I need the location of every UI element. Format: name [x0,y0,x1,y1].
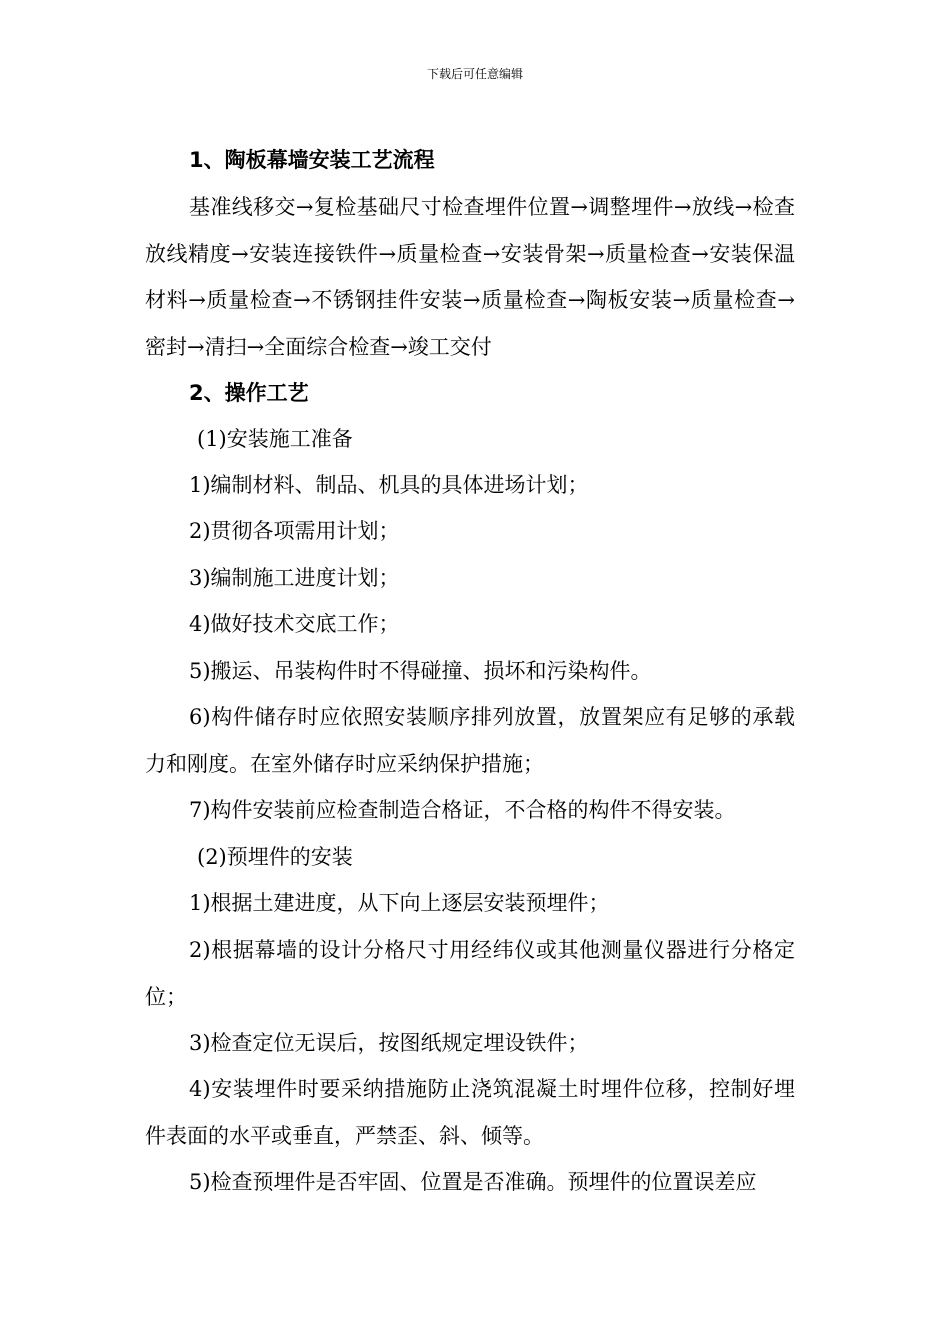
page-header: 下载后可任意编辑 [426,67,523,81]
section2-title: 2、操作工艺 [189,381,309,405]
embed-item-3: 3)检查定位无误后，按图纸规定埋设铁件； [189,1031,589,1055]
prep-item-5: 5)搬运、吊装构件时不得碰撞、损坏和污染构件。 [189,659,652,683]
subsection1-title: (1)安装施工准备 [197,427,353,451]
prep-item-1: 1)编制材料、制品、机具的具体进场计划； [189,473,589,497]
embed-item-1: 1)根据土建进度，从下向上逐层安装预埋件； [189,891,610,915]
subsection2-title: (2)预埋件的安装 [197,845,353,869]
prep-item-3: 3)编制施工进度计划； [189,566,400,590]
prep-item-6: 6)构件储存时应依照安装顺序排列放置，放置架应有足够的承载力和刚度。在室外储存时应采纳保护措施； [145,705,795,776]
process-flow: 基准线移交→复检基础尺寸检查埋件位置→调整埋件→放线→检查放线精度→安装连接铁件→质量检查→安装骨架→质量检查→安装保温材料→质量检查→不锈钢挂件安装→质量检查→陶板安装→质量检查→密封→清扫→全面综合检查→竣工交付 [145,195,795,359]
embed-item-4: 4)安装埋件时要采纳措施防止浇筑混凝土时埋件位移，控制好埋件表面的水平或垂直，严禁歪、斜、倾等。 [145,1077,795,1148]
embed-item-2: 2)根据幕墙的设计分格尺寸用经纬仪或其他测量仪器进行分格定位； [145,938,795,1009]
prep-item-4: 4)做好技术交底工作； [189,612,400,636]
section1-title: 1、陶板幕墙安装工艺流程 [189,148,435,172]
embed-item-5: 5)检查预埋件是否牢固、位置是否准确。预埋件的位置误差应 [189,1170,757,1194]
prep-item-7: 7)构件安装前应检查制造合格证，不合格的构件不得安装。 [189,798,736,822]
prep-item-2: 2)贯彻各项需用计划； [189,519,400,543]
